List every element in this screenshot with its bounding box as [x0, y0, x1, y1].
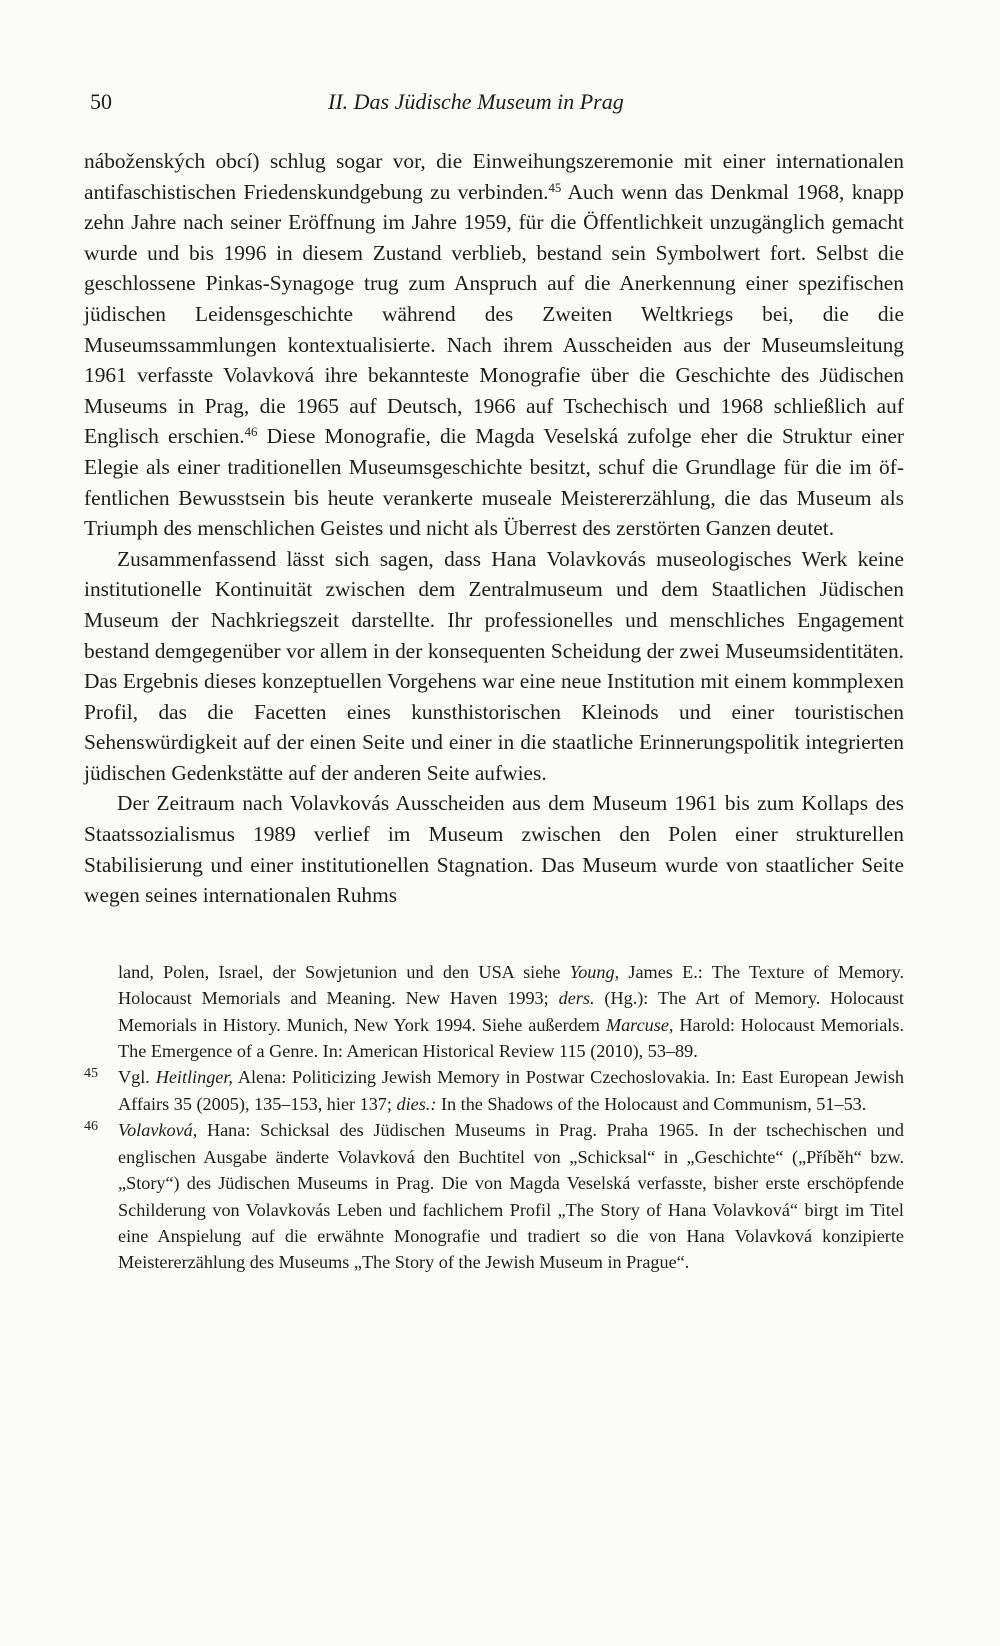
- fn-text: Vgl.: [118, 1067, 156, 1088]
- running-head-title: II. Das Jüdische Museum in Prag: [328, 89, 624, 114]
- footnote-number-46: 46: [84, 1119, 98, 1135]
- paragraph-1-part-2: Auch wenn das Denkmal 1968, knapp zehn Jahre nach seiner Eröffnung im Jahre 1959, für die Öffentlichkeit unzugänglich gemacht wurde und bis 1996 in diesem Zustand verblieb, bestand sein Symbolwert fort. Selbst die geschlossene Pinkas-Synagoge trug zum Anspruch auf die Anerkennung einer spezifischen jüdischen Leidensgeschichte während des Zweiten Weltkriegs bei, die die Museumssammlungen kontextualisierte. Nach ihrem Ausscheiden aus der Museumsleitung 1961 verfasste Volavková ihre bekannteste Monografie über die Geschichte des Jüdischen Museums in Prag, die 1965 auf Deutsch, 1966 auf Tschechisch und 1968 schließlich auf Englisch erschien.: [84, 179, 904, 449]
- running-head: [84, 82, 904, 122]
- fn-text: Alena: Politicizing Jewish Memory in Postwar Czechoslovakia. In: East European Jewish Affairs 35 (2005), 135–153, hier 137;: [118, 1067, 904, 1114]
- fn-text: In the Shadows of the Holocaust and Communism, 51–53.: [436, 1093, 867, 1114]
- fn-author-italic: Volavková,: [118, 1120, 198, 1141]
- fn-text: (Hg.): The Art of Memory. Holocaust Memorials in History. Munich, New York 1994. Siehe außerdem: [118, 988, 904, 1035]
- paragraph-1-part-3: Diese Monografie, die Magda Veselská zufolge eher die Struktur einer Elegie als einer traditionellen Museumsgeschichte besitzt, schuf die Grundlage für die im öffentlichen Bewusstsein bis heute verankerte museale Meistererzählung, die das Museum als Triumph des menschlichen Geistes und nicht als Überrest des zerstörten Ganzen deutet.: [84, 424, 904, 541]
- paragraph-3: Der Zeitraum nach Volavkovás Ausscheiden aus dem Museum 1961 bis zum Kollaps des Staatssozialismus 1989 verlief im Museum zwischen den Polen einer strukturellen Stabilisierung und einer institutionellen Stagnation. Das Museum wurde von staatlicher Seite wegen seines internationalen Ruhms: [84, 791, 904, 908]
- fn-text: Hana: Schicksal des Jüdischen Museums in Prag. Praha 1965. In der tschechischen und englischen Ausgabe änderte Volavková den Buchtitel von „Schicksal“ in „Geschichte“ („Příběh“ bzw. „Story“) des Jüdischen Museums in Prag. Die von Magda Veselská verfasste, bisher erste erschöpfende Schilderung von Volavkovás Leben und fachlichem Profil „The Story of Hana Volavková“ birgt im Titel eine Anspielung auf die erwähnte Monografie und tradiert so die von Hana Volavková konzipierte Meistererzählung des Museums „The Story of the Jewish Museum in Prague“.: [118, 1120, 904, 1273]
- fn-author-italic: Marcuse,: [605, 1014, 674, 1035]
- fn-author-italic: Young,: [569, 961, 620, 982]
- footnotes: [84, 959, 904, 1276]
- footnote-ref-45: 45: [548, 180, 562, 195]
- main-text: [84, 146, 904, 911]
- footnote-number-45: 45: [84, 1066, 98, 1082]
- fn-text: land, Polen, Israel, der Sowjetunion und den USA siehe: [118, 961, 570, 982]
- book-page: [84, 82, 904, 1276]
- paragraph-1-part-1: náboženských obcí) schlug sogar vor, die Einweihungszeremonie mit einer internationalen antifaschistischen Friedenskundgebung zu verbinden.: [84, 149, 904, 204]
- paragraph-1: [84, 146, 904, 544]
- fn-author-italic: dies.:: [396, 1093, 437, 1114]
- footnote-46: [84, 1117, 904, 1275]
- footnote-45: [84, 1064, 904, 1117]
- paragraph-2: Zusammenfassend lässt sich sagen, dass Hana Volavkovás museologisches Werk keine institutionelle Kontinuität zwischen dem Zentralmuseum und dem Staatlichen Jüdischen Museum der Nachkriegszeit darstellte. Ihr professionelles und menschliches Engagement bestand demgegenüber vor allem in der konsequenten Scheidung der zwei Museumsidentitäten. Das Ergebnis dieses konzeptuellen Vorgehens war eine neue Institution mit einem kommplexen Profil, das die Facetten eines kunsthistorischen Kleinods und einer touristischen Sehenswürdigkeit auf der einen Seite und einer in die staatliche Erinnerungspolitik integrierten jüdischen Gedenkstätte auf der anderen Seite aufwies.: [84, 546, 904, 785]
- fn-text: Harold: Holocaust Memorials. The Emergence of a Genre. In: American Historical Review 115 (2010), 53–89.: [118, 1014, 904, 1062]
- footnote-ref-46: 46: [244, 425, 258, 440]
- page-number: 50: [90, 89, 112, 114]
- footnote-44-continuation: [118, 959, 904, 1065]
- fn-author-italic: Heitlinger,: [155, 1067, 233, 1088]
- fn-author-italic: ders.: [558, 988, 595, 1009]
- fn-text: James E.: The Texture of Memory. Holocaust Memorials and Meaning. New Haven 1993;: [118, 961, 905, 1009]
